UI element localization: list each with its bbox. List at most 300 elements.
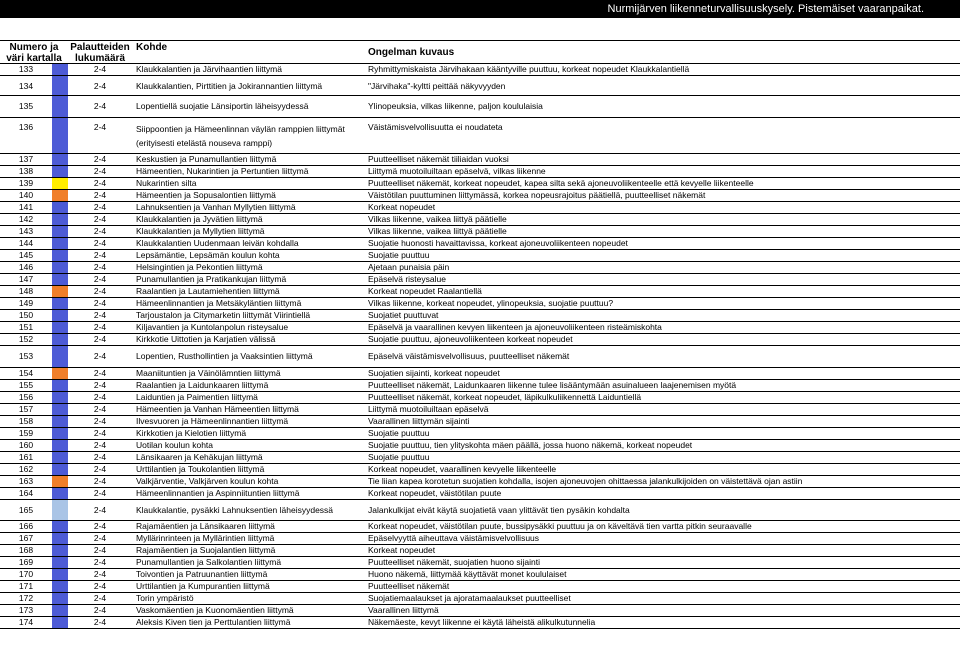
row-object: Kirkkotie Uittotien ja Karjatien välissä [136,334,276,344]
row-object: Raalantien ja Laidunkaaren liittymä [136,380,269,390]
table-body [0,64,960,629]
row-description: Suojatie puuttuu [368,428,430,438]
row-number: 166 [18,521,34,531]
row-object: Uotilan koulun kohta [136,440,214,450]
feedback-count: 2-4 [93,428,107,438]
map-color-swatch [52,464,68,475]
row-number: 173 [18,605,34,615]
swatch-fill [52,521,68,532]
row-number: 153 [18,351,34,361]
table-row [0,178,960,190]
feedback-count: 2-4 [93,166,107,176]
swatch-fill [52,617,68,628]
row-object: Valkjärventie, Valkjärven koulun kohta [136,476,279,486]
row-number: 142 [18,214,34,224]
row-number: 174 [18,617,34,627]
row-object: Siippoontien ja Hämeenlinnan väylän ramppien liittymät (erityisesti etelästä nouseva ramppi) [136,124,345,148]
row-number: 159 [18,428,34,438]
map-color-swatch [52,404,68,415]
feedback-count: 2-4 [93,464,107,474]
row-description: Epäselvyyttä aiheuttava väistämisvelvollisuus [368,533,540,543]
row-description: Korkeat nopeudet, väistötilan puute [368,488,502,498]
swatch-fill [52,557,68,568]
row-object: Länsikaaren ja Kehäkujan liittymä [136,452,263,462]
row-object: Kiljavantien ja Kuntolanpolun risteysalue [136,322,289,332]
table-row [0,500,960,521]
table-row [0,190,960,202]
row-number: 141 [18,202,34,212]
table-row [0,298,960,310]
swatch-fill [52,334,68,345]
row-object: Lepsämäntie, Lepsämän koulun kohta [136,250,280,260]
row-description: Tie liian kapea korotetun suojatien kohdalla, isojen ajoneuvojen ohittaessa jalankulkijoiden on väistettävä ojan astiin [368,476,803,486]
row-object: Lahnuksentien ja Vanhan Myllytien liittymä [136,202,296,212]
swatch-fill [52,238,68,249]
map-color-swatch [52,238,68,249]
row-number: 163 [18,476,34,486]
table-row [0,569,960,581]
table-row [0,452,960,464]
map-color-swatch [52,298,68,309]
swatch-fill [52,440,68,451]
header-description: Ongelman kuvaus [368,47,455,58]
feedback-count: 2-4 [93,392,107,402]
map-color-swatch [52,416,68,427]
table-row [0,617,960,629]
row-object: Punamullantien ja Salkolantien liittymä [136,557,282,567]
swatch-fill [52,274,68,285]
row-number: 147 [18,274,34,284]
swatch-fill [52,476,68,487]
row-object: Klaukkalantien Uudenmaan leivän kohdalla [136,238,299,248]
row-object: Hämeenlinnantien ja Metsäkyläntien liittymä [136,298,302,308]
feedback-count: 2-4 [93,122,107,132]
table-row [0,521,960,533]
row-object: Torin ympäristö [136,593,194,603]
map-color-swatch [52,118,68,153]
table-row [0,416,960,428]
row-number: 133 [18,64,34,74]
swatch-fill [52,76,68,95]
row-description: Suojatien sijainti, korkeat nopeudet [368,368,500,378]
table-row [0,322,960,334]
feedback-count: 2-4 [93,101,107,111]
row-description: Suojatie puuttuu, ajoneuvoliikenteen korkeat nopeudet [368,334,573,344]
row-description: Vilkas liikenne, vaikea liittyä päätielle [368,226,507,236]
feedback-count: 2-4 [93,593,107,603]
row-number: 140 [18,190,34,200]
row-description: Puutteelliset näkemät, korkeat nopeudet, kapea silta sekä ajoneuvoliikenteelle että kevyelle liikenteelle [368,178,754,188]
row-object: Klaukkalantien ja Jyvätien liittymä [136,214,263,224]
row-object: Ilvesvuoren ja Hämeenlinnantien liittymä [136,416,289,426]
row-description: Jalankulkijat eivät käytä suojatietä vaan ylittävät tien pysäkin kohdalta [368,505,630,515]
row-object: Rajamäentien ja Länsikaaren liittymä [136,521,275,531]
map-color-swatch [52,154,68,165]
swatch-fill [52,428,68,439]
swatch-fill [52,154,68,165]
table-row [0,166,960,178]
map-color-swatch [52,533,68,544]
map-color-swatch [52,202,68,213]
map-color-swatch [52,452,68,463]
table-row [0,593,960,605]
row-description: Suojatie puuttuu [368,250,430,260]
table-row [0,464,960,476]
row-description: Puutteelliset näkemät, Laidunkaaren liikenne tulee lisääntymään asuinalueen laajenemisen myötä [368,380,737,390]
row-description: Epäselvä ja vaarallinen kevyen liikenteen ja ajoneuvoliikenteen risteämiskohta [368,322,662,332]
table-row [0,64,960,76]
row-object: Klaukkalantien, Pirttitien ja Jokirannantien liittymä [136,81,323,91]
feedback-count: 2-4 [93,488,107,498]
feedback-count: 2-4 [93,404,107,414]
row-number: 138 [18,166,34,176]
table-row [0,557,960,569]
table-row [0,118,960,154]
map-color-swatch [52,617,68,628]
row-description: Huono näkemä, liittymää käyttävät monet koululaiset [368,569,567,579]
row-description: Vaarallinen liittymän sijainti [368,416,470,426]
row-number: 161 [18,452,34,462]
row-description: Puutteelliset näkemät tiiliaidan vuoksi [368,154,509,164]
map-color-swatch [52,392,68,403]
feedback-count: 2-4 [93,250,107,260]
feedback-count: 2-4 [93,202,107,212]
map-color-swatch [52,428,68,439]
row-description: Ajetaan punaisia päin [368,262,450,272]
table-row [0,154,960,166]
row-number: 139 [18,178,34,188]
feedback-count: 2-4 [93,581,107,591]
map-color-swatch [52,286,68,297]
feedback-count: 2-4 [93,322,107,332]
map-color-swatch [52,557,68,568]
map-color-swatch [52,310,68,321]
feedback-count: 2-4 [93,476,107,486]
feedback-count: 2-4 [93,178,107,188]
map-color-swatch [52,64,68,75]
document-title: Nurmijärven liikenneturvallisuuskysely. Pistemäiset vaaranpaikat. [0,0,960,18]
map-color-swatch [52,476,68,487]
swatch-fill [52,392,68,403]
feedback-count: 2-4 [93,545,107,555]
swatch-fill [52,262,68,273]
table-row [0,533,960,545]
swatch-fill [52,404,68,415]
feedback-count: 2-4 [93,505,107,515]
table-row [0,346,960,368]
table-row [0,334,960,346]
swatch-fill [52,310,68,321]
row-object: Vaskomäentien ja Kuonomäentien liittymä [136,605,294,615]
table-row [0,226,960,238]
table-row [0,404,960,416]
row-number: 171 [18,581,34,591]
row-number: 134 [18,81,34,91]
map-color-swatch [52,96,68,117]
row-object: Klaukkalantien ja Myllytien liittymä [136,226,265,236]
table-row [0,368,960,380]
row-number: 167 [18,533,34,543]
row-description: Vaarallinen liittymä [368,605,439,615]
row-description: Väistötilan puuttuminen liittymässä, korkea nopeusrajoitus päätiellä, puutteelliset näkemät [368,190,706,200]
feedback-count: 2-4 [93,286,107,296]
header-feedback-line2: lukumäärä [74,53,126,63]
feedback-count: 2-4 [93,521,107,531]
feedback-count: 2-4 [93,334,107,344]
map-color-swatch [52,190,68,201]
row-number: 169 [18,557,34,567]
row-description: Korkeat nopeudet, vaarallinen kevyelle liikenteelle [368,464,557,474]
swatch-fill [52,226,68,237]
row-number: 145 [18,250,34,260]
feedback-count: 2-4 [93,557,107,567]
table-row [0,96,960,118]
feedback-count: 2-4 [93,416,107,426]
swatch-fill [52,250,68,261]
row-description: Ylinopeuksia, vilkas liikenne, paljon koululaisia [368,101,543,111]
swatch-fill [52,214,68,225]
map-color-swatch [52,440,68,451]
feedback-count: 2-4 [93,226,107,236]
row-object: Toivontien ja Patruunantien liittymä [136,569,268,579]
header-number-line2: väri kartalla [6,53,62,63]
row-number: 155 [18,380,34,390]
row-number: 150 [18,310,34,320]
row-number: 170 [18,569,34,579]
row-description: Liittymä muotoiluiltaan epäselvä, vilkas liikenne [368,166,546,176]
row-object: Klaukkalantie, pysäkki Lahnuksentien läheisyydessä [136,505,334,515]
feedback-count: 2-4 [93,274,107,284]
table-row [0,202,960,214]
table-row [0,286,960,298]
row-number: 168 [18,545,34,555]
swatch-fill [52,593,68,604]
swatch-fill [52,118,68,153]
map-color-swatch [52,274,68,285]
map-color-swatch [52,226,68,237]
map-color-swatch [52,368,68,379]
row-object: Klaukkalantien ja Järvihaantien liittymä [136,64,282,74]
row-description: Vilkas liikenne, korkeat nopeudet, ylinopeuksia, suojatie puuttuu? [368,298,614,308]
swatch-fill [52,416,68,427]
row-description: Puutteelliset näkemät, suojatien huono sijainti [368,557,540,567]
row-number: 144 [18,238,34,248]
feedback-count: 2-4 [93,368,107,378]
row-object: Keskustien ja Punamullantien liittymä [136,154,277,164]
feedback-count: 2-4 [93,380,107,390]
map-color-swatch [52,334,68,345]
feedback-count: 2-4 [93,617,107,627]
feedback-count: 2-4 [93,64,107,74]
table-row [0,380,960,392]
row-object: Hämeentien ja Vanhan Hämeentien liittymä [136,404,299,414]
table-row [0,262,960,274]
row-description: Väistämisvelvollisuutta ei noudateta [368,122,503,132]
row-object: Helsingintien ja Pekontien liittymä [136,262,263,272]
row-number: 135 [18,101,34,111]
row-description: Suojatiet puuttuvat [368,310,439,320]
feedback-count: 2-4 [93,190,107,200]
header-feedback-count [68,41,132,63]
row-description: Puutteelliset näkemät [368,581,450,591]
swatch-fill [52,178,68,189]
map-color-swatch [52,488,68,499]
swatch-fill [52,500,68,520]
table-row [0,605,960,617]
table-row [0,488,960,500]
row-object: Maaniituntien ja Väinölämntien liittymä [136,368,281,378]
feedback-count: 2-4 [93,81,107,91]
swatch-fill [52,166,68,177]
feedback-count: 2-4 [93,605,107,615]
row-description: Epäselvä risteysalue [368,274,446,284]
table-row [0,214,960,226]
table-row [0,428,960,440]
row-number: 154 [18,368,34,378]
row-description: Korkeat nopeudet [368,202,436,212]
map-color-swatch [52,214,68,225]
map-color-swatch [52,500,68,520]
table-row [0,545,960,557]
header-number [0,41,68,63]
row-number: 172 [18,593,34,603]
feedback-count: 2-4 [93,310,107,320]
row-object: Kirkkotien ja Kielotien liittymä [136,428,247,438]
feedback-count: 2-4 [93,452,107,462]
row-description: Suojatie huonosti havaittavissa, korkeat ajoneuvoliikenteen nopeudet [368,238,628,248]
map-color-swatch [52,166,68,177]
swatch-fill [52,190,68,201]
map-color-swatch [52,581,68,592]
row-object: Lopentiellä suojatie Länsiportin läheisyydessä [136,101,309,111]
map-color-swatch [52,569,68,580]
table-row [0,581,960,593]
row-number: 149 [18,298,34,308]
swatch-fill [52,581,68,592]
row-object: Nukarintien silta [136,178,197,188]
table-row [0,250,960,262]
row-object: Urttilantien ja Kumpurantien liittymä [136,581,270,591]
hazard-table [0,40,960,629]
row-description: Epäselvä väistämisvelvollisuus, puutteelliset näkemät [368,351,570,361]
row-object: Raalantien ja Lautamiehentien liittymä [136,286,280,296]
table-row [0,76,960,96]
row-object: Myllärinrinteen ja Myllärintien liittymä [136,533,275,543]
swatch-fill [52,346,68,367]
swatch-fill [52,298,68,309]
map-color-swatch [52,593,68,604]
row-number: 143 [18,226,34,236]
map-color-swatch [52,178,68,189]
map-color-swatch [52,250,68,261]
row-number: 165 [18,505,34,515]
row-description: Ryhmittymiskaista Järvihakaan kääntyville puuttuu, korkeat nopeudet Klaukkalantiellä [368,64,690,74]
header-number-line1: Numero ja [9,42,59,53]
row-object: Punamullantien ja Pratikankujan liittymä [136,274,287,284]
map-color-swatch [52,605,68,616]
swatch-fill [52,202,68,213]
row-number: 146 [18,262,34,272]
row-number: 162 [18,464,34,474]
swatch-fill [52,368,68,379]
row-description: Korkeat nopeudet [368,545,436,555]
row-number: 151 [18,322,34,332]
feedback-count: 2-4 [93,533,107,543]
map-color-swatch [52,521,68,532]
table-row [0,238,960,250]
map-color-swatch [52,262,68,273]
row-description: Suojatiemaalaukset ja ajoratamaalaukset puutteelliset [368,593,571,603]
feedback-count: 2-4 [93,262,107,272]
table-row [0,392,960,404]
row-object: Lopentien, Rusthollintien ja Vaaksintien liittymä [136,351,313,361]
table-row [0,440,960,452]
swatch-fill [52,322,68,333]
row-object: Hämeentien ja Sopusalontien liittymä [136,190,276,200]
row-number: 157 [18,404,34,414]
swatch-fill [52,605,68,616]
row-description: Korkeat nopeudet Raalantiellä [368,286,482,296]
row-object: Tarjoustalon ja Citymarketin liittymät Viirintiellä [136,310,311,320]
row-number: 152 [18,334,34,344]
row-description: Puutteelliset näkemät, korkeat nopeudet, läpikulkuliikennettä Laiduntiellä [368,392,642,402]
header-object: Kohde [136,42,168,53]
swatch-fill [52,545,68,556]
map-color-swatch [52,380,68,391]
row-number: 164 [18,488,34,498]
row-number: 156 [18,392,34,402]
row-object: Rajamäentien ja Suojalantien liittymä [136,545,276,555]
row-description: "Järvihaka"-kyltti peittää näkyvyyden [368,81,506,91]
table-row [0,476,960,488]
header-feedback-line1: Palautteiden [70,42,130,53]
feedback-count: 2-4 [93,298,107,308]
row-description: Liittymä muotoiluiltaan epäselvä [368,404,489,414]
row-object: Hämeentien, Nukarintien ja Pertuntien liittymä [136,166,309,176]
row-number: 148 [18,286,34,296]
map-color-swatch [52,545,68,556]
map-color-swatch [52,346,68,367]
row-description: Korkeat nopeudet, väistötilan puute, bussipysäkki puuttuu ja on käveltävä tien vartta pitkin seuraavalle [368,521,752,531]
swatch-fill [52,64,68,75]
row-description: Vilkas liikenne, vaikea liittyä päätielle [368,214,507,224]
row-number: 160 [18,440,34,450]
feedback-count: 2-4 [93,238,107,248]
row-description: Suojatie puuttuu, tien ylityskohta mäen päällä, jossa huono näkemä, korkeat nopeudet [368,440,693,450]
swatch-fill [52,96,68,117]
feedback-count: 2-4 [93,154,107,164]
swatch-fill [52,380,68,391]
feedback-count: 2-4 [93,569,107,579]
swatch-fill [52,286,68,297]
feedback-count: 2-4 [93,351,107,361]
row-object: Urttilantien ja Toukolantien liittymä [136,464,265,474]
row-description: Näkemäeste, kevyt liikenne ei käytä läheistä alikulkutunnelia [368,617,596,627]
swatch-fill [52,488,68,499]
feedback-count: 2-4 [93,440,107,450]
map-color-swatch [52,76,68,95]
map-color-swatch [52,322,68,333]
row-number: 158 [18,416,34,426]
table-header [0,40,960,64]
row-object: Hämeenlinnantien ja Aspinniituntien liittymä [136,488,300,498]
swatch-fill [52,452,68,463]
table-row [0,310,960,322]
swatch-fill [52,569,68,580]
row-number: 136 [18,122,34,132]
row-object: Laiduntien ja Paimentien liittymä [136,392,258,402]
feedback-count: 2-4 [93,214,107,224]
